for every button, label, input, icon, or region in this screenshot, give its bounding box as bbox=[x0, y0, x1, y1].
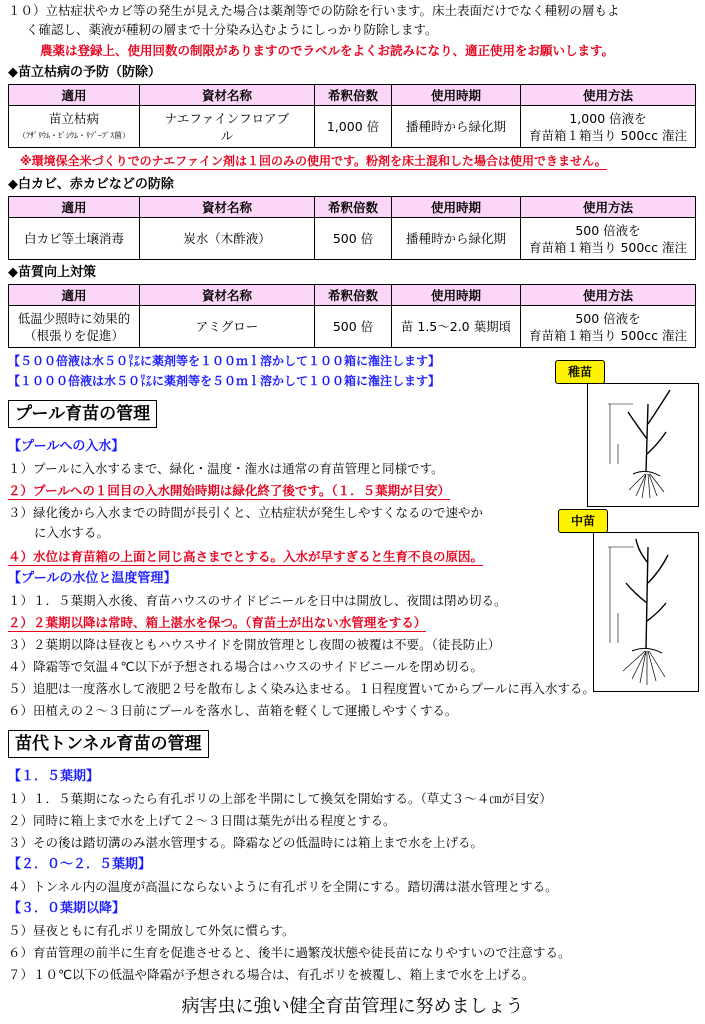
pool-mgmt-4: ４）降霜等で気温４℃以下が予想される場合はハウスのサイドビニールを閉め切る。 bbox=[8, 659, 484, 674]
seedling-medium-icon bbox=[594, 533, 698, 691]
sec1-table bbox=[8, 84, 696, 148]
apply-subtext: （ﾌｻﾞﾘｳﾑ・ﾋﾟｼｳﾑ・ﾘｿﾞｰﾌﾟｽ菌） bbox=[18, 130, 130, 140]
tunnel-subheading-3: 【３．０葉期以降】 bbox=[8, 901, 126, 916]
intro-line-2: く確認し、薬液が種籾の層まで十分染み込むようにしっかり防除します。 bbox=[26, 22, 438, 37]
header-apply: 適用 bbox=[9, 197, 140, 218]
material-text-2: ル bbox=[220, 127, 234, 143]
dilution-note-1000: 【１０００倍液は水５０㍑に薬剤等を５０ｍｌ溶かして１００箱に潅注します】 bbox=[8, 374, 441, 388]
cell-apply bbox=[9, 306, 140, 348]
header-material: 資材名称 bbox=[140, 285, 315, 306]
tunnel-item-4: ４）トンネル内の温度が高温にならないように有孔ポリを全開にする。踏切溝は湛水管理とする。 bbox=[8, 879, 558, 894]
pool-item-1: １）プールに入水するまで、緑化・温度・潅水は通常の育苗管理と同様です。 bbox=[8, 461, 444, 476]
method-text: 1,000 倍液を bbox=[569, 110, 647, 126]
cell-material bbox=[140, 106, 315, 148]
cell-method bbox=[521, 306, 696, 348]
method-text-2: 育苗箱１箱当り 500cc 潅注 bbox=[528, 127, 688, 143]
cell-apply: 白カビ等土壌消毒 bbox=[9, 218, 140, 260]
cell-method bbox=[521, 218, 696, 260]
header-timing: 使用時期 bbox=[392, 197, 521, 218]
pool-item-4 bbox=[8, 548, 483, 566]
intro-line-1: １０）立枯症状やカビ等の発生が見えた場合は薬剤等での防除を行います。床土表面だけでなく種籾の層もよ bbox=[8, 3, 620, 18]
header-apply: 適用 bbox=[9, 285, 140, 306]
pool-mgmt-6: ６）田植えの２～３日前にプールを落水し、苗箱を軽くして運搬しやすくする。 bbox=[8, 703, 458, 718]
seedling-figure-young bbox=[587, 383, 699, 507]
table-header-row bbox=[9, 85, 696, 106]
method-text: 500 倍液を bbox=[575, 310, 641, 326]
pool-item-2-text: ２）プールへの１回目の入水開始時期は緑化終了後です。（１．５葉期が目安） bbox=[8, 483, 451, 498]
cell-timing: 播種時から緑化期 bbox=[392, 106, 521, 148]
sec2-table bbox=[8, 196, 696, 260]
pool-mgmt-5: ５）追肥は一度落水して液肥２号を散布しよく染み込ませる。１日程度置いてからプールに再入水する。 bbox=[8, 681, 595, 696]
sec1-note bbox=[20, 152, 607, 170]
cell-material: 炭水（木酢液） bbox=[140, 218, 315, 260]
header-ratio: 希釈倍数 bbox=[315, 197, 392, 218]
header-ratio: 希釈倍数 bbox=[315, 285, 392, 306]
pool-item-3: ３）緑化後から入水までの時間が長引くと、立枯症状が発生しやすくなるので速やか bbox=[8, 505, 484, 520]
table-row bbox=[9, 106, 696, 148]
seedling-young-icon bbox=[588, 384, 698, 506]
cell-ratio: 500 倍 bbox=[315, 218, 392, 260]
cell-ratio: 1,000 倍 bbox=[315, 106, 392, 148]
cell-material: アミグロー bbox=[140, 306, 315, 348]
sec3-title: ◆苗質向上対策 bbox=[8, 265, 96, 280]
sec2-title: ◆白カビ、赤カビなどの防除 bbox=[8, 177, 174, 192]
pool-mgmt-1: １）１．５葉期入水後、育苗ハウスのサイドビニールを日中は開放し、夜間は閉め切る。 bbox=[8, 593, 507, 608]
tunnel-item-6: ６）育苗管理の前半に生育を促進させると、後半に過繁茂状態や徒長苗になりやすいので注意する。 bbox=[8, 945, 571, 960]
apply-subtext: （根張りを促進） bbox=[23, 327, 124, 343]
footer-slogan: 病害虫に強い健全育苗管理に努めましょう bbox=[181, 996, 524, 1017]
pool-mgmt-2-text: ２）２葉期以降は常時、箱上湛水を保つ。（育苗土が出ない水管理をする） bbox=[8, 615, 427, 630]
header-method: 使用方法 bbox=[521, 197, 696, 218]
header-ratio: 希釈倍数 bbox=[315, 85, 392, 106]
tunnel-subheading-2: 【２．０～２．５葉期】 bbox=[8, 857, 152, 872]
pool-mgmt-2 bbox=[8, 614, 426, 632]
table-header-row bbox=[9, 285, 696, 306]
tunnel-item-3: ３）その後は踏切溝のみ湛水管理する。降霜などの低温時には箱上まで水を上げる。 bbox=[8, 835, 484, 850]
cell-apply bbox=[9, 106, 140, 148]
tag-chinae: 稚苗 bbox=[555, 360, 605, 384]
tunnel-item-5: ５）昼夜ともに有孔ポリを開放して外気に慣らす。 bbox=[8, 923, 295, 938]
seedling-figure-medium bbox=[593, 532, 699, 692]
pool-item-3-cont: に入水する。 bbox=[34, 525, 110, 540]
tunnel-subheading-1: 【１．５葉期】 bbox=[8, 769, 100, 784]
dilution-note-500: 【５００倍液は水５０㍑に薬剤等を１００ｍｌ溶かして１００箱に潅注します】 bbox=[8, 354, 441, 368]
cell-timing: 苗 1.5～2.0 葉期頃 bbox=[392, 306, 521, 348]
sec1-title: ◆苗立枯病の予防（防除） bbox=[8, 65, 161, 80]
header-timing: 使用時期 bbox=[392, 85, 521, 106]
material-text: ナエファインフロアブ bbox=[164, 110, 290, 126]
header-apply: 適用 bbox=[9, 85, 140, 106]
header-method: 使用方法 bbox=[521, 85, 696, 106]
table-row bbox=[9, 306, 696, 348]
apply-text: 低温少照時に効果的 bbox=[17, 310, 131, 326]
pool-item-4-text: ４）水位は育苗箱の上面と同じ高さまでとする。入水が早すぎると生育不良の原因。 bbox=[8, 549, 484, 564]
method-text-2: 育苗箱１箱当り 500cc 潅注 bbox=[528, 327, 688, 343]
sec3-table bbox=[8, 284, 696, 348]
apply-text: 苗立枯病 bbox=[48, 110, 99, 126]
header-material: 資材名称 bbox=[140, 197, 315, 218]
pool-title: プール育苗の管理 bbox=[8, 400, 157, 428]
tunnel-item-2: ２）同時に箱上まで水を上げて２～３日間は葉先が出る程度とする。 bbox=[8, 813, 396, 828]
pool-subheading-2: 【プールの水位と温度管理】 bbox=[8, 571, 177, 586]
tag-chunae: 中苗 bbox=[558, 509, 608, 533]
table-row bbox=[9, 218, 696, 260]
intro-warning: 農薬は登録上、使用回数の制限がありますのでラベルをよくお読みになり、適正使用をお願いします。 bbox=[40, 43, 615, 58]
pool-mgmt-3: ３）２葉期以降は昼夜ともハウスサイドを開放管理とし夜間の被覆は不要。（徒長防止） bbox=[8, 637, 501, 652]
cell-method bbox=[521, 106, 696, 148]
header-timing: 使用時期 bbox=[392, 285, 521, 306]
tunnel-item-7: ７）１０℃以下の低温や降霜が予想される場合は、有孔ポリを被覆し、箱上まで水を上げる。 bbox=[8, 967, 535, 982]
table-header-row bbox=[9, 197, 696, 218]
method-text-2: 育苗箱１箱当り 500cc 潅注 bbox=[528, 239, 688, 255]
header-material: 資材名称 bbox=[140, 85, 315, 106]
tunnel-item-1: １）１．５葉期になったら有孔ポリの上部を半開にして換気を開始する。（草丈３～４㎝が目安） bbox=[8, 791, 552, 806]
tunnel-title: 苗代トンネル育苗の管理 bbox=[8, 730, 209, 758]
pool-subheading-1: 【プールへの入水】 bbox=[8, 439, 125, 454]
pool-item-2 bbox=[8, 482, 450, 500]
method-text: 500 倍液を bbox=[575, 222, 641, 238]
header-method: 使用方法 bbox=[521, 285, 696, 306]
sec1-note-text: ※環境保全米づくりでのナエファイン剤は１回のみの使用です。粉剤を床土混和した場合は使用できません。 bbox=[20, 154, 607, 168]
cell-ratio: 500 倍 bbox=[315, 306, 392, 348]
cell-timing: 播種時から緑化期 bbox=[392, 218, 521, 260]
